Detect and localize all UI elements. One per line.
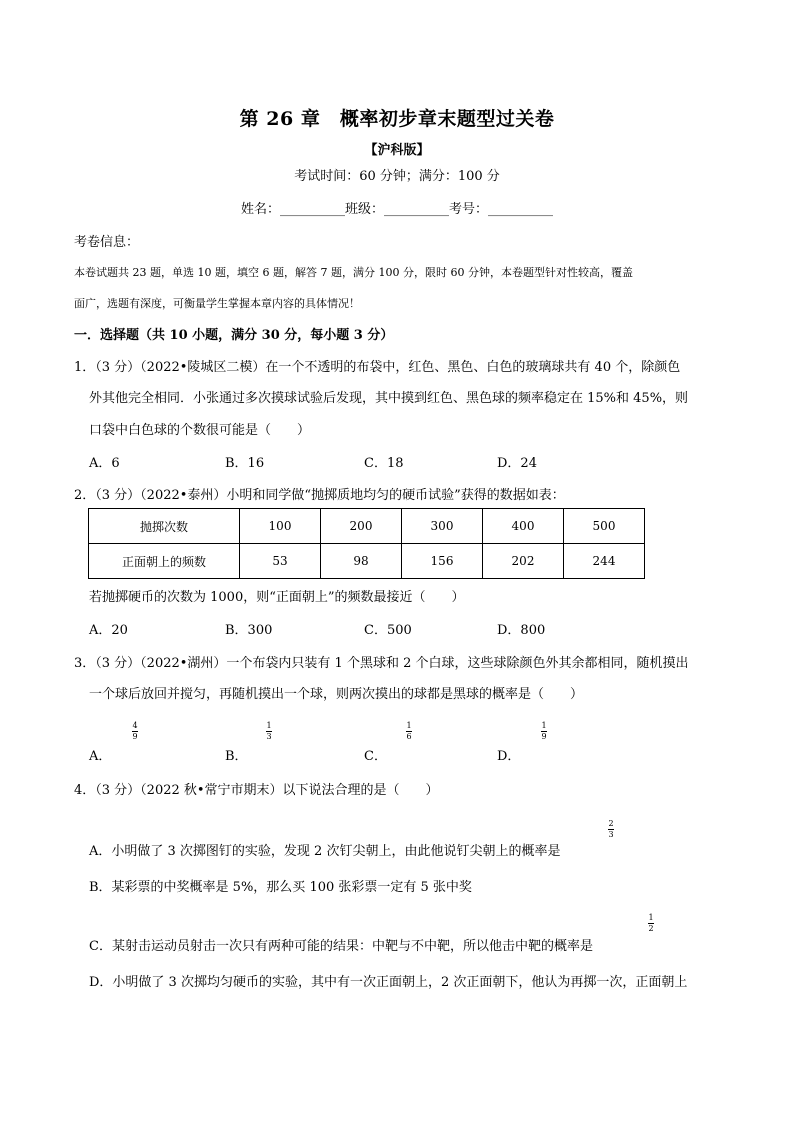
q4-option-a: A．小明做了 3 次掷图钉的实验，发现 2 次钉尖朝上，由此他说钉尖朝上的概率是 <box>89 844 561 859</box>
table-cell: 98 <box>321 544 402 579</box>
table-cell: 200 <box>321 509 402 544</box>
frequency-table <box>88 508 645 579</box>
table-row <box>89 544 645 579</box>
table-cell: 100 <box>240 509 321 544</box>
table-cell: 53 <box>240 544 321 579</box>
student-fields: 姓名：__________班级：__________考号：__________ <box>240 202 553 217</box>
q2-option-b: B．300 <box>225 623 273 638</box>
table-cell: 244 <box>564 544 645 579</box>
q2-line1: 2．（3 分）（2022•泰州）小明和同学做“抛掷质地均匀的硬币试验”获得的数据如表： <box>74 488 565 503</box>
q2-option-a: A．20 <box>89 623 128 638</box>
q3-option-b-fraction: 1 3 <box>266 721 272 741</box>
q1-line2: 外其他完全相同．小张通过多次摸球试验后发现，其中摸到红色、黑色球的频率稳定在 15%和 45%，则 <box>89 391 689 406</box>
edition-label: 【沪科版】 <box>364 143 430 158</box>
q4-option-c-fraction: 1 2 <box>648 913 654 933</box>
table-header-cell: 抛掷次数 <box>89 509 240 544</box>
table-cell: 202 <box>483 544 564 579</box>
q1-option-b: B．16 <box>225 456 265 471</box>
q1-option-c: C．18 <box>364 456 404 471</box>
paper-info-line2: 面广，选题有深度，可衡量学生掌握本章内容的具体情况！ <box>74 297 360 310</box>
table-cell: 400 <box>483 509 564 544</box>
q4-option-d: D．小明做了 3 次掷均匀硬币的实验，其中有一次正面朝上，2 次正面朝下，他认为再掷一次，正面朝上 <box>89 975 688 990</box>
table-cell: 300 <box>402 509 483 544</box>
table-cell: 500 <box>564 509 645 544</box>
q3-option-d-fraction: 1 9 <box>541 721 547 741</box>
q3-option-a: A． <box>89 749 112 764</box>
q1-option-d: D．24 <box>497 456 537 471</box>
q2-option-c: C．500 <box>364 623 412 638</box>
q3-line1: 3．（3 分）（2022•湖州）一个布袋内只装有 1 个黑球和 2 个白球，这些球除颜色外其余都相同，随机摸出 <box>74 656 689 671</box>
page-title: 第 26 章 概率初步章末题型过关卷 <box>239 108 555 130</box>
q3-option-b: B． <box>225 749 248 764</box>
q3-option-c-fraction: 1 6 <box>406 721 412 741</box>
q2-option-d: D．800 <box>497 623 546 638</box>
q2-line2: 若抛掷硬币的次数为 1000，则“正面朝上”的频数最接近（ ） <box>89 590 465 605</box>
q3-option-c: C． <box>364 749 387 764</box>
exam-info: 考试时间：60 分钟；满分：100 分 <box>294 169 500 184</box>
q3-option-d: D． <box>497 749 521 764</box>
q1-line3: 口袋中白色球的个数很可能是（ ） <box>89 423 311 438</box>
paper-info-line1: 本卷试题共 23 题，单选 10 题，填空 6 题，解答 7 题，满分 100 分，限时 60 分钟，本卷题型针对性较高，覆盖 <box>74 266 633 279</box>
q3-option-a-fraction: 4 9 <box>132 721 138 741</box>
paper-info-label: 考卷信息： <box>74 235 140 250</box>
q1-line1: 1．（3 分）（2022•陵城区二模）在一个不透明的布袋中，红色、黑色、白色的玻璃球共有 40 个，除颜色 <box>74 360 681 375</box>
section-heading: 一．选择题（共 10 小题，满分 30 分，每小题 3 分） <box>74 328 394 343</box>
q4-line1: 4．（3 分）（2022 秋•常宁市期末）以下说法合理的是（ ） <box>74 783 439 798</box>
q4-option-a-fraction: 2 3 <box>608 819 614 839</box>
table-cell: 156 <box>402 544 483 579</box>
table-row <box>89 509 645 544</box>
q4-option-c: C．某射击运动员射击一次只有两种可能的结果：中靶与不中靶，所以他击中靶的概率是 <box>89 939 593 954</box>
table-header-cell: 正面朝上的频数 <box>89 544 240 579</box>
q4-option-b: B．某彩票的中奖概率是 5%，那么买 100 张彩票一定有 5 张中奖 <box>89 880 472 895</box>
q3-line2: 一个球后放回并搅匀，再随机摸出一个球，则两次摸出的球都是黑球的概率是（ ） <box>89 687 584 702</box>
q1-option-a: A．6 <box>89 456 120 471</box>
